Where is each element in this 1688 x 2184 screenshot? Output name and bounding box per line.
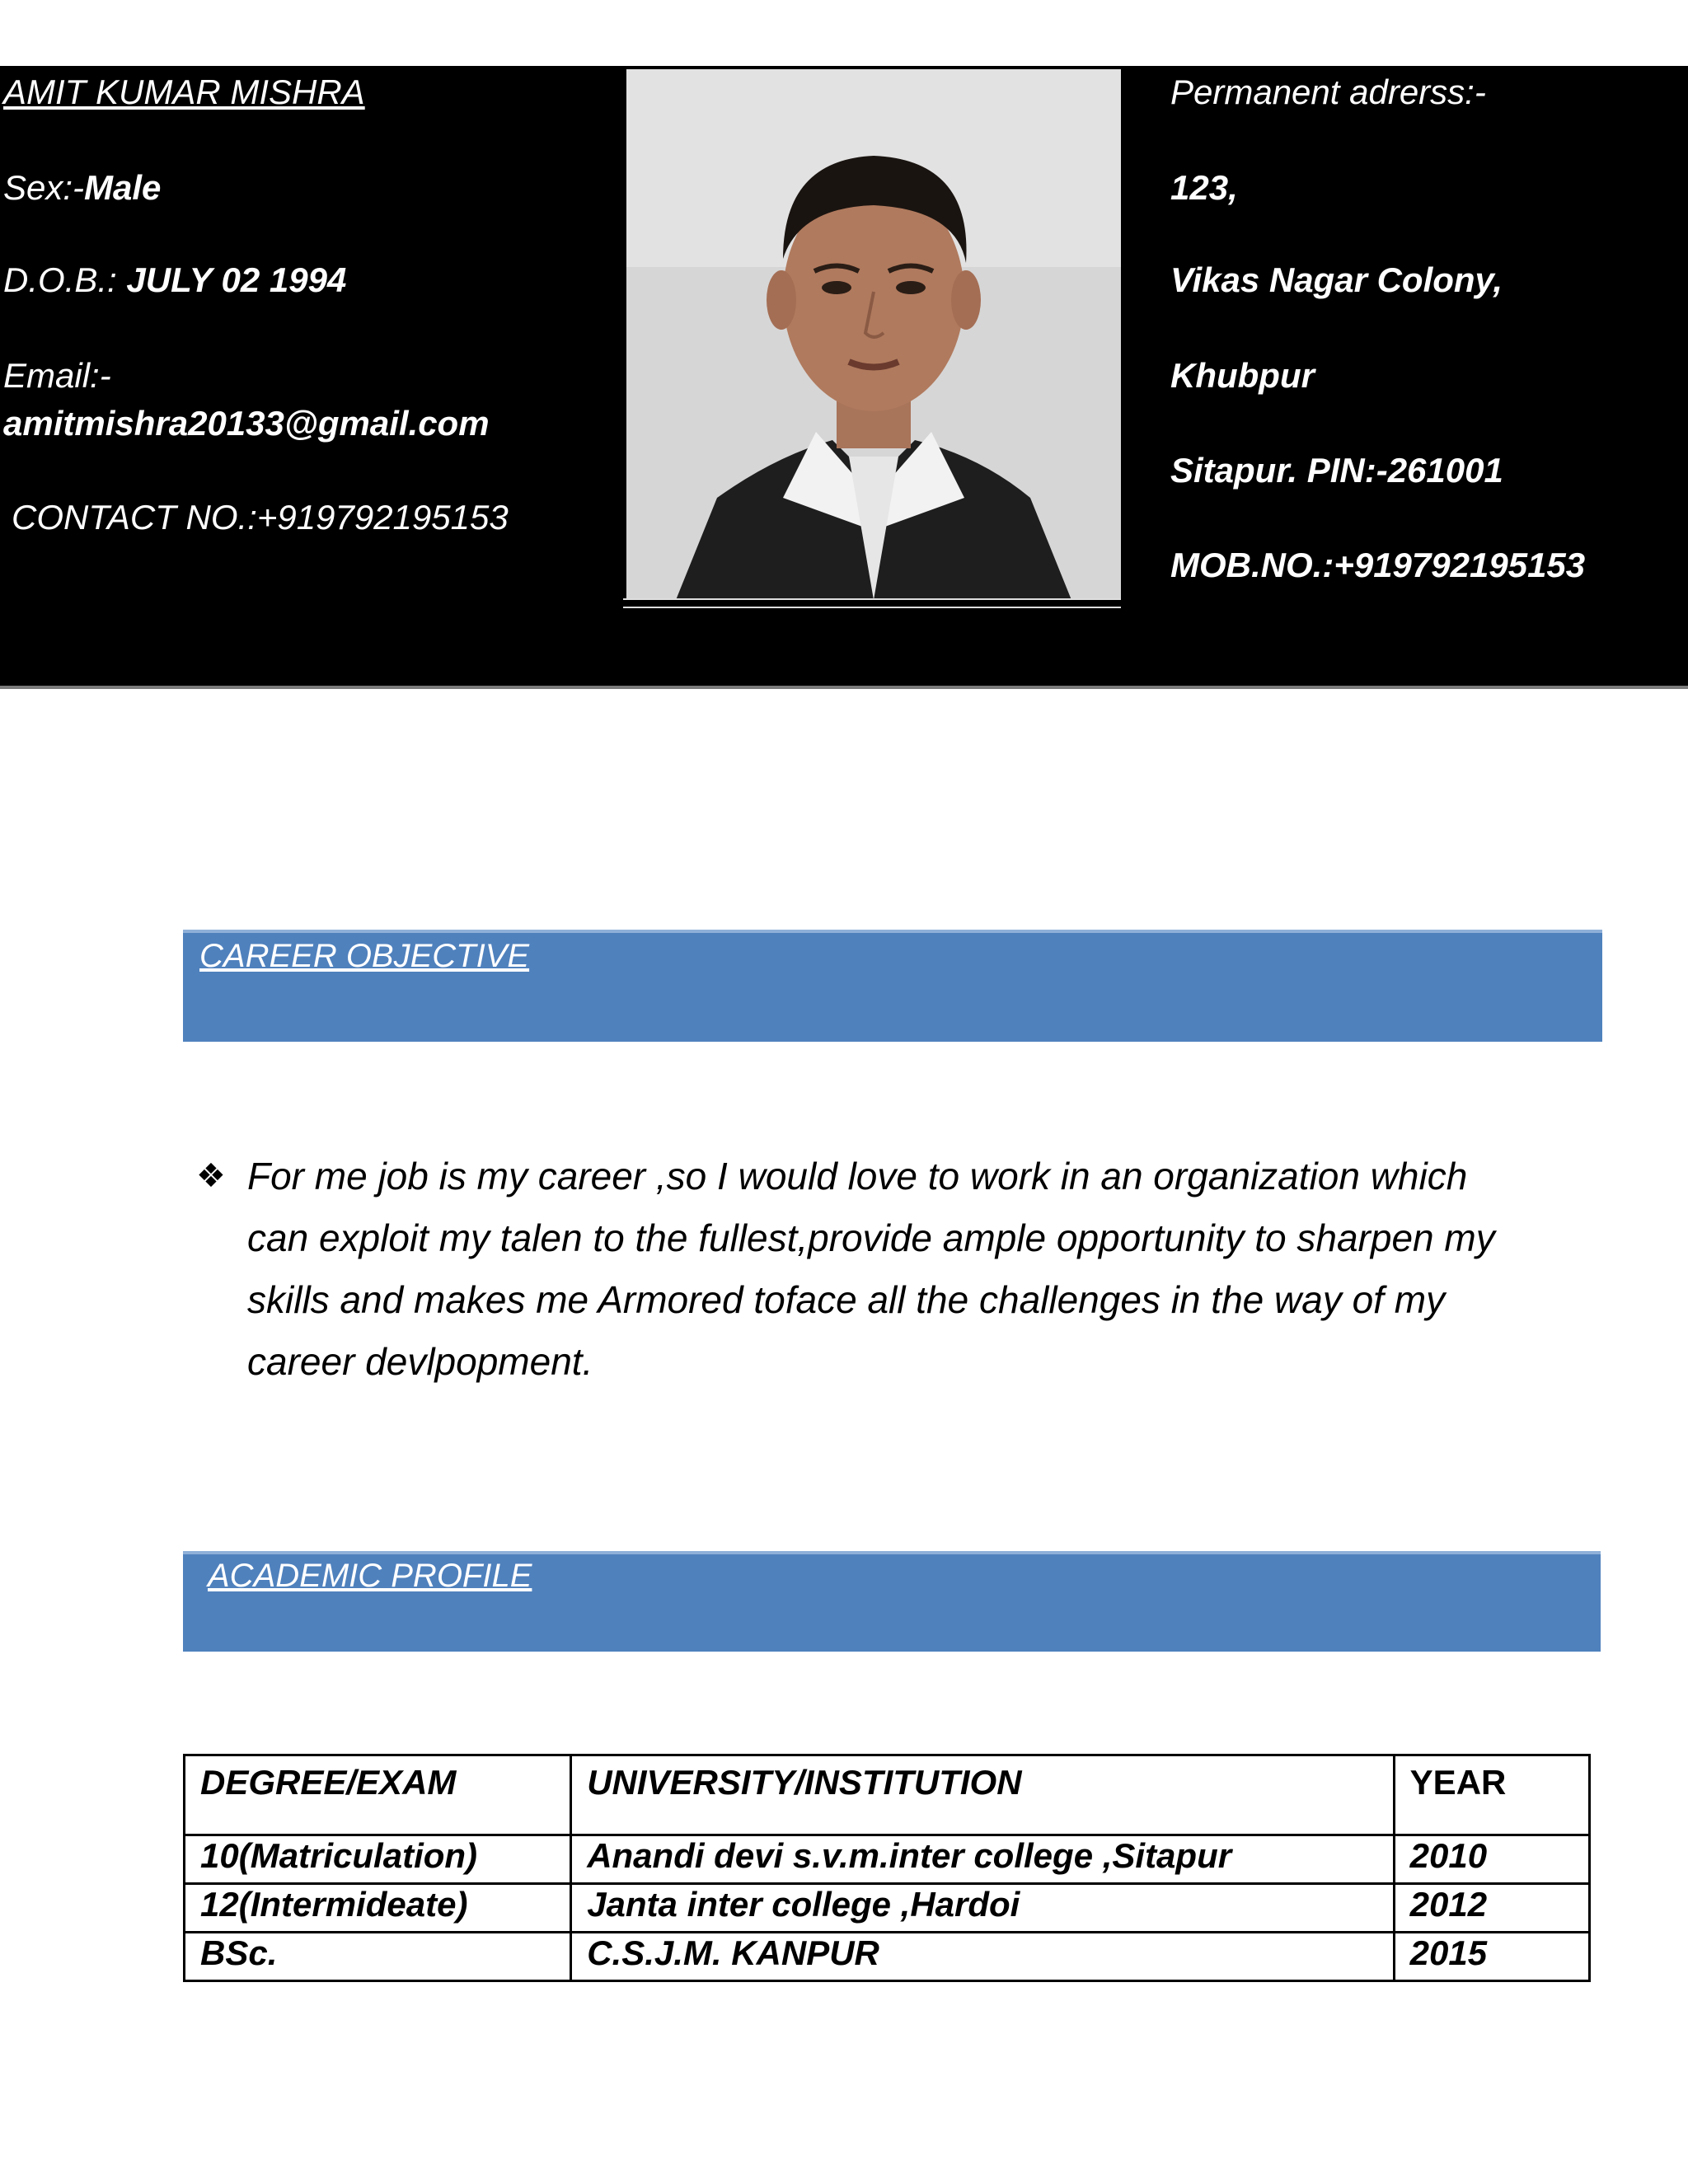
column-header: YEAR (1394, 1755, 1589, 1835)
table-cell: Janta inter college ,Hardoi (571, 1884, 1394, 1933)
header-divider (0, 686, 1688, 689)
career-objective-text (196, 1146, 1533, 1393)
table-header-row (185, 1755, 1590, 1835)
address-line: Khubpur (1170, 356, 1315, 395)
mobile-number: MOB.NO.:+919792195153 (1170, 546, 1586, 584)
address-line: Vikas Nagar Colony, (1170, 260, 1503, 299)
academic-profile-heading: ACADEMIC PROFILE (208, 1558, 532, 1594)
diamond-bullet-icon: ❖ (196, 1158, 226, 1194)
table-cell: 2012 (1394, 1884, 1589, 1933)
table-cell: C.S.J.M. KANPUR (571, 1933, 1394, 1981)
column-header: UNIVERSITY/INSTITUTION (571, 1755, 1394, 1835)
candidate-name: AMIT KUMAR MISHRA (3, 73, 365, 111)
email-value: amitmishra20133@gmail.com (3, 404, 490, 443)
email-value-line (3, 401, 490, 447)
address-label: Permanent adrerss:- (1170, 73, 1486, 111)
profile-photo (626, 69, 1121, 600)
contact-number: CONTACT NO.:+919792195153 (12, 498, 509, 537)
sex-label: Sex:- (3, 168, 85, 207)
column-header: DEGREE/EXAM (185, 1755, 571, 1835)
table-row (185, 1835, 1590, 1884)
objective-paragraph: For me job is my career ,so I would love to work in an organization which can exploit my talen to the fullest,provide ample opportunity to sharpen my skills and makes me Armored toface all the challenges in the way of my career devlpopment. (247, 1155, 1495, 1383)
table-row (185, 1884, 1590, 1933)
table-cell: 2015 (1394, 1933, 1589, 1981)
address-line: Sitapur. PIN:-261001 (1170, 451, 1503, 490)
table-cell: 10(Matriculation) (185, 1835, 571, 1884)
career-objective-heading: CAREER OBJECTIVE (199, 938, 530, 974)
table-cell: BSc. (185, 1933, 571, 1981)
sex-line (3, 165, 161, 211)
dob-line (3, 257, 346, 303)
email-label: Email:- (3, 356, 111, 395)
table-row (185, 1933, 1590, 1981)
dob-label: D.O.B.: (3, 260, 117, 299)
academic-table (183, 1754, 1591, 1982)
dob-value: JULY 02 1994 (126, 260, 347, 299)
table-cell: Anandi devi s.v.m.inter college ,Sitapur (571, 1835, 1394, 1884)
photo-underline (623, 598, 1121, 608)
sex-value: Male (84, 168, 162, 207)
address-line: 123, (1170, 168, 1238, 207)
person-photo-illustration (626, 69, 1121, 600)
table-cell: 2010 (1394, 1835, 1589, 1884)
table-cell: 12(Intermideate) (185, 1884, 571, 1933)
